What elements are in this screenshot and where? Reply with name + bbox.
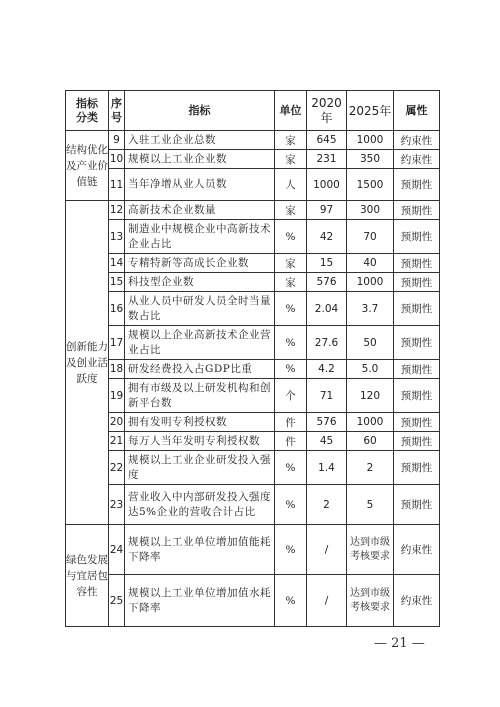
unit-cell: 件 [275, 432, 307, 451]
table-row [66, 169, 440, 201]
row-number: 24 [109, 525, 125, 575]
indicator-name: 规模以上企业高新技术企业营业占比 [125, 326, 275, 360]
value-2025: 1000 [347, 273, 394, 292]
value-2025: 1000 [347, 131, 394, 150]
table-row [66, 451, 440, 485]
attribute-cell: 预期性 [394, 432, 440, 451]
table-row [66, 201, 440, 220]
row-number: 25 [109, 575, 125, 627]
category-cell: 绿色发展与宜居包容性 [66, 525, 109, 627]
value-2025: 60 [347, 432, 394, 451]
unit-cell: 个 [275, 379, 307, 413]
row-number: 11 [109, 169, 125, 201]
row-number: 10 [109, 150, 125, 169]
row-number: 13 [109, 220, 125, 254]
indicator-name: 拥有发明专利授权数 [125, 413, 275, 432]
unit-cell: % [275, 220, 307, 254]
value-2025: 1500 [347, 169, 394, 201]
indicator-name: 专精特新等高成长企业数 [125, 254, 275, 273]
value-2025: 50 [347, 326, 394, 360]
indicator-name: 高新技术企业数量 [125, 201, 275, 220]
table-row [66, 292, 440, 326]
unit-cell: 家 [275, 254, 307, 273]
value-2020: 27.6 [307, 326, 347, 360]
value-2025: 5 [347, 485, 394, 525]
indicator-name: 科技型企业数 [125, 273, 275, 292]
unit-cell: % [275, 326, 307, 360]
row-number: 15 [109, 273, 125, 292]
attribute-cell: 预期性 [394, 273, 440, 292]
row-number: 9 [109, 131, 125, 150]
header-2020: 2020 年 [307, 91, 347, 131]
unit-cell: 人 [275, 169, 307, 201]
indicator-table [65, 90, 440, 627]
indicator-name: 规模以上工业单位增加值水耗下降率 [125, 575, 275, 627]
value-2025: 1000 [347, 413, 394, 432]
unit-cell: % [275, 485, 307, 525]
row-number: 21 [109, 432, 125, 451]
table-row [66, 150, 440, 169]
attribute-cell: 预期性 [394, 220, 440, 254]
header-category: 指标 分类 [66, 91, 109, 131]
attribute-cell: 预期性 [394, 169, 440, 201]
attribute-cell: 预期性 [394, 254, 440, 273]
unit-cell: 家 [275, 201, 307, 220]
value-2025: 3.7 [347, 292, 394, 326]
value-2025: 达到市级考核要求 [347, 575, 394, 627]
value-2020: 2 [307, 485, 347, 525]
attribute-cell: 预期性 [394, 326, 440, 360]
table-row [66, 485, 440, 525]
header-unit: 单位 [275, 91, 307, 131]
value-2025: 120 [347, 379, 394, 413]
header-2025: 2025年 [347, 91, 394, 131]
value-2020: 231 [307, 150, 347, 169]
value-2025: 5.0 [347, 360, 394, 379]
row-number: 12 [109, 201, 125, 220]
table-row [66, 379, 440, 413]
attribute-cell: 预期性 [394, 485, 440, 525]
value-2025: 40 [347, 254, 394, 273]
value-2020: 645 [307, 131, 347, 150]
attribute-cell: 约束性 [394, 575, 440, 627]
attribute-cell: 预期性 [394, 379, 440, 413]
value-2020: 71 [307, 379, 347, 413]
unit-cell: 件 [275, 413, 307, 432]
value-2020: 2.04 [307, 292, 347, 326]
table-row [66, 220, 440, 254]
page-number: — 21 — [374, 636, 425, 651]
table-row [66, 575, 440, 627]
table-row [66, 413, 440, 432]
row-number: 18 [109, 360, 125, 379]
indicator-name: 营业收入中内部研发投入强度达5%企业的营收合计占比 [125, 485, 275, 525]
header-number: 序 号 [109, 91, 125, 131]
indicator-name: 当年净增从业人员数 [125, 169, 275, 201]
unit-cell: 家 [275, 150, 307, 169]
value-2020: 45 [307, 432, 347, 451]
value-2020: 576 [307, 413, 347, 432]
row-number: 20 [109, 413, 125, 432]
value-2020: 15 [307, 254, 347, 273]
value-2020: / [307, 575, 347, 627]
value-2020: 4.2 [307, 360, 347, 379]
table-row [66, 360, 440, 379]
indicator-name: 制造业中规模企业中高新技术企业占比 [125, 220, 275, 254]
attribute-cell: 约束性 [394, 150, 440, 169]
row-number: 23 [109, 485, 125, 525]
unit-cell: % [275, 360, 307, 379]
indicator-name: 从业人员中研发人员全时当量数占比 [125, 292, 275, 326]
value-2020: / [307, 525, 347, 575]
attribute-cell: 约束性 [394, 525, 440, 575]
unit-cell: 家 [275, 131, 307, 150]
table-row [66, 525, 440, 575]
row-number: 16 [109, 292, 125, 326]
unit-cell: 家 [275, 273, 307, 292]
value-2025: 达到市级考核要求 [347, 525, 394, 575]
value-2020: 1.4 [307, 451, 347, 485]
category-cell: 结构优化及产业价值链 [66, 131, 109, 201]
table-header-row [66, 91, 440, 131]
unit-cell: % [275, 575, 307, 627]
category-cell: 创新能力及创业活跃度 [66, 201, 109, 525]
row-number: 19 [109, 379, 125, 413]
value-2020: 1000 [307, 169, 347, 201]
value-2020: 42 [307, 220, 347, 254]
row-number: 14 [109, 254, 125, 273]
value-2025: 70 [347, 220, 394, 254]
unit-cell: % [275, 292, 307, 326]
row-number: 17 [109, 326, 125, 360]
value-2020: 576 [307, 273, 347, 292]
attribute-cell: 约束性 [394, 131, 440, 150]
attribute-cell: 预期性 [394, 360, 440, 379]
table-row [66, 432, 440, 451]
header-indicator: 指标 [125, 91, 275, 131]
unit-cell: % [275, 525, 307, 575]
indicator-name: 规模以上工业企业数 [125, 150, 275, 169]
table-row [66, 131, 440, 150]
table-row [66, 254, 440, 273]
value-2025: 350 [347, 150, 394, 169]
indicator-name: 入驻工业企业总数 [125, 131, 275, 150]
value-2020: 97 [307, 201, 347, 220]
attribute-cell: 预期性 [394, 451, 440, 485]
table-row [66, 326, 440, 360]
indicator-name: 规模以上工业企业研发投入强度 [125, 451, 275, 485]
header-attribute: 属性 [394, 91, 440, 131]
indicator-name: 每万人当年发明专利授权数 [125, 432, 275, 451]
value-2025: 2 [347, 451, 394, 485]
value-2025: 300 [347, 201, 394, 220]
indicator-name: 拥有市级及以上研发机构和创新平台数 [125, 379, 275, 413]
indicator-name: 规模以上工业单位增加值能耗下降率 [125, 525, 275, 575]
attribute-cell: 预期性 [394, 201, 440, 220]
attribute-cell: 预期性 [394, 413, 440, 432]
table-row [66, 273, 440, 292]
indicator-name: 研发经费投入占GDP比重 [125, 360, 275, 379]
unit-cell: % [275, 451, 307, 485]
row-number: 22 [109, 451, 125, 485]
attribute-cell: 预期性 [394, 292, 440, 326]
